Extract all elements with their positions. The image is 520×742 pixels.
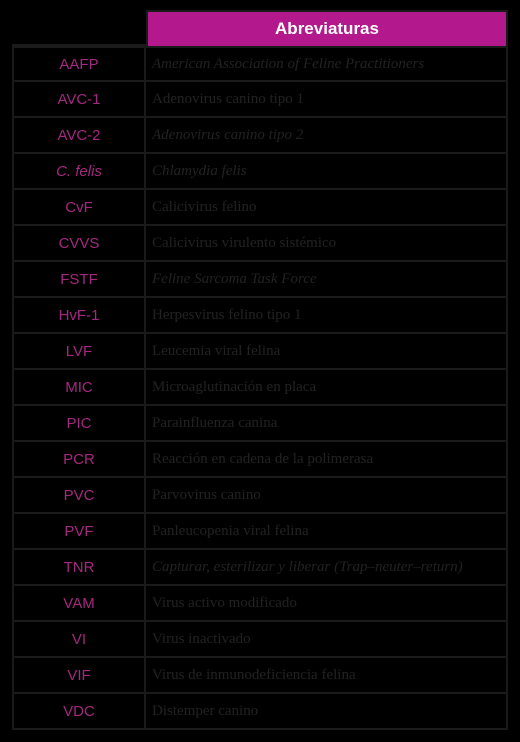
table-row — [14, 334, 506, 370]
abbreviation-cell: MIC — [14, 370, 146, 404]
table-title: Abreviaturas — [146, 10, 508, 46]
abbreviation-cell: CvF — [14, 190, 146, 224]
description-cell: Virus de inmunodeficiencia felina — [152, 666, 356, 683]
table-row — [14, 514, 506, 550]
description-cell: Capturar, esterilizar y liberar (Trap–neuter–return) — [152, 558, 463, 575]
table-row — [14, 298, 506, 334]
table-row — [14, 586, 506, 622]
table-header-row — [12, 10, 508, 46]
description-cell: Panleucopenia viral felina — [152, 522, 309, 539]
description-cell: American Association of Feline Practitioners — [152, 55, 425, 72]
abbreviation-cell: PVF — [14, 514, 146, 548]
abbreviation-cell: TNR — [14, 550, 146, 584]
description-cell: Calicivirus felino — [152, 198, 257, 215]
table-row — [14, 46, 506, 82]
table-row — [14, 82, 506, 118]
abbreviation-cell: VDC — [14, 694, 146, 728]
table-row — [14, 190, 506, 226]
description-cell: Virus inactivado — [152, 630, 251, 647]
abbreviation-cell: AAFP — [14, 48, 146, 80]
description-cell: Microaglutinación en placa — [152, 378, 317, 395]
abbreviation-cell: LVF — [14, 334, 146, 368]
abbreviation-cell: VAM — [14, 586, 146, 620]
abbreviation-cell: PIC — [14, 406, 146, 440]
table-row — [14, 442, 506, 478]
abbreviation-cell: CVVS — [14, 226, 146, 260]
description-cell: Herpesvirus felino tipo 1 — [152, 306, 302, 323]
table-row — [14, 550, 506, 586]
table-row — [14, 262, 506, 298]
description-cell: Virus activo modificado — [152, 594, 297, 611]
description-cell: Calicivirus virulento sistémico — [152, 234, 337, 251]
table-row — [14, 226, 506, 262]
description-cell: Parainfluenza canina — [152, 414, 278, 431]
description-cell: Chlamydia felis — [152, 162, 247, 179]
abbreviations-table — [12, 46, 508, 730]
abbreviation-cell: AVC-2 — [14, 118, 146, 152]
table-row — [14, 694, 506, 730]
table-row — [14, 118, 506, 154]
description-cell: Feline Sarcoma Task Force — [152, 270, 317, 287]
table-row — [14, 658, 506, 694]
table-row — [14, 370, 506, 406]
abbreviations-table-container — [12, 10, 508, 730]
description-cell: Adenovirus canino tipo 2 — [152, 126, 304, 143]
abbreviation-cell: VIF — [14, 658, 146, 692]
abbreviation-cell: C. felis — [14, 154, 146, 188]
table-row — [14, 622, 506, 658]
description-cell: Distemper canino — [152, 702, 259, 719]
description-cell: Adenovirus canino tipo 1 — [152, 90, 305, 107]
description-cell: Parvovirus canino — [152, 486, 261, 503]
abbreviation-cell: PVC — [14, 478, 146, 512]
abbreviation-cell: FSTF — [14, 262, 146, 296]
table-row — [14, 406, 506, 442]
description-cell: Leucemia viral felina — [152, 342, 281, 359]
table-row — [14, 154, 506, 190]
abbreviation-cell: HvF-1 — [14, 298, 146, 332]
table-row — [14, 478, 506, 514]
abbreviation-cell: PCR — [14, 442, 146, 476]
abbreviation-cell: AVC-1 — [14, 82, 146, 116]
abbreviation-cell: VI — [14, 622, 146, 656]
description-cell: Reacción en cadena de la polimerasa — [152, 450, 374, 467]
header-empty-cell — [12, 10, 146, 46]
